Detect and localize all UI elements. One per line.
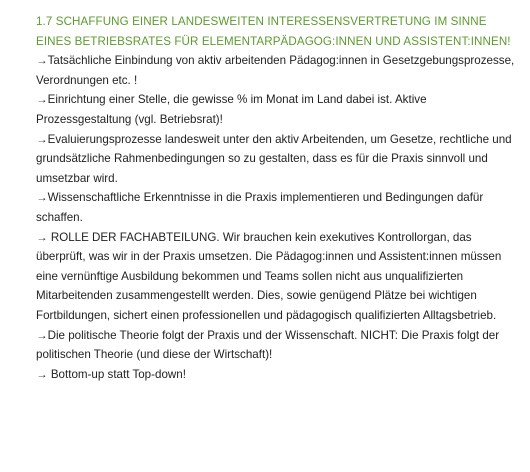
paragraph-involvement: →Tatsächliche Einbindung von aktiv arbeitenden Pädagog:innen in Gesetzgebungsprozesse, Verordnungen etc. ! [36,54,515,87]
paragraph-evaluation: →Evaluierungsprozesse landesweit unter den aktiv Arbeitenden, um Gesetze, rechtliche und grundsätzliche Rahmenbedingungen so zu gestalten, dass es für die Praxis sinnvoll und umsetzbar wird. [36,132,512,185]
paragraph-politics: →Die politische Theorie folgt der Praxis und der Wissenschaft. NICHT: Die Praxis folgt der politischen Theorie (und diese der Wirtschaft)! [36,328,500,362]
section-heading: 1.7 SCHAFFUNG EINER LANDESWEITEN INTERESSENSVERTRETUNG IM SINNE EINES BETRIEBSRATES FÜR ELEMENTARPÄDAGOG:INNEN UND ASSISTENT:INNEN! [36,15,511,48]
document-body [36,12,516,384]
paragraph-position: →Einrichtung einer Stelle, die gewisse % im Monat im Land dabei ist. Aktive Prozessgestaltung (vgl. Betriebsrat)! [36,93,427,126]
paragraph-bottom-up: → Bottom-up statt Top-down! [36,367,186,381]
paragraph-science: →Wissenschaftliche Erkenntnisse in die Praxis implementieren und Bedingungen dafür schaffen. [36,191,484,224]
paragraph-department-role: → ROLLE DER FACHABTEILUNG. Wir brauchen kein exekutives Kontrollorgan, das überprüft, was wir in der Praxis umsetzen. Die Pädagog:innen und Assistent:innen müssen eine vernünftige Ausbildung bekommen und Teams sollen nicht aus unqualifizierten Mitarbeitenden zusammengestellt werden. Dies, sowie genügend Plätze bei wichtigen Fortbildungen, sichert einen professionellen und pädagogisch qualifizierten Alltagsbetrieb. [36,230,502,322]
